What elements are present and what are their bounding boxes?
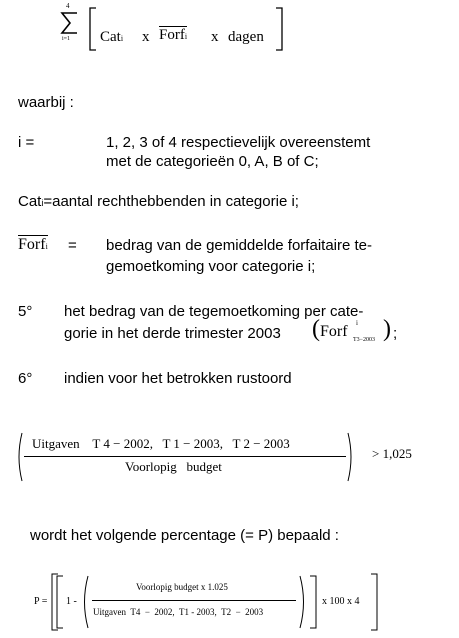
def-cat	[18, 193, 299, 210]
item-5-forf: Forf	[320, 323, 348, 340]
waarbij-label: waarbij :	[18, 94, 74, 111]
item-5-line-1: het bedrag van de tegemoetkoming per cate-	[64, 303, 364, 320]
def-forf-subscript: i	[45, 242, 48, 251]
item-5-line-2: gorie in het derde trimester 2003	[64, 325, 281, 342]
formula2-numerator: Uitgaven T 4 − 2002, T 1 − 2003, T 2 − 2003	[32, 436, 290, 451]
item-5-forf-sub: T3−2003	[353, 337, 376, 343]
def-forf-line-1: bedrag van de gemiddelde forfaitaire te-	[106, 237, 373, 254]
formula2-fraction-bar	[24, 456, 346, 457]
times-2: x	[211, 29, 219, 45]
formula3-inner-right-bracket	[309, 575, 317, 629]
formula3-p-eq: P =	[34, 596, 48, 607]
formula3-one-minus: 1 -	[66, 596, 77, 607]
def-forf-eq: =	[68, 237, 77, 254]
cat-subscript: i	[120, 34, 124, 43]
forf-text: Forf	[159, 27, 185, 43]
def-forf-text: Forf	[18, 236, 46, 253]
formula3-numerator: Voorlopig budget x 1.025	[136, 582, 228, 592]
formula3-left-paren	[81, 575, 89, 629]
item-6-number: 6°	[18, 370, 33, 387]
formula3-outer-right-bracket	[370, 573, 378, 631]
times-1: x	[142, 29, 150, 45]
item-5-open-paren: (	[312, 316, 320, 342]
formula3-inner-left-bracket	[56, 575, 64, 629]
def-forf-line-2: gemoetkoming voor categorie i;	[106, 258, 316, 275]
forf-subscript: i	[184, 32, 188, 41]
item-5-number: 5°	[18, 303, 33, 320]
item-5-forf-sup: i	[356, 319, 358, 327]
formula2-denominator: Voorlopig budget	[125, 459, 222, 474]
def-i-line-1: 1, 2, 3 of 4 respectievelijk overeenstemt	[106, 134, 371, 151]
def-forf-symbol	[18, 235, 48, 254]
sigma-symbol	[60, 12, 80, 34]
formula2-comparison: > 1,025	[372, 446, 412, 461]
formula2-right-paren	[347, 432, 355, 482]
sum-upper-limit: 4	[66, 2, 70, 10]
def-i-label: i =	[18, 134, 35, 151]
formula1-forf	[159, 26, 187, 44]
def-cat-text: =aantal rechthebbenden in categorie i;	[43, 193, 299, 210]
formula1-cat	[100, 29, 123, 46]
formula3-tail: x 100 x 4	[322, 596, 360, 607]
item-5-semicolon: ;	[393, 325, 398, 342]
formula3-fraction-bar	[92, 600, 296, 601]
right-bracket	[274, 7, 284, 51]
formula3-denominator: Uitgaven T4 − 2002, T1 - 2003, T2 − 2003	[93, 607, 264, 617]
def-cat-subscript: i	[41, 198, 44, 208]
wordt-text: wordt het volgende percentage (= P) bepaald :	[30, 527, 339, 544]
formula3-right-paren	[299, 575, 307, 629]
item-5-close-paren: )	[383, 316, 391, 342]
left-bracket	[88, 7, 98, 51]
dagen-text: dagen	[228, 29, 264, 45]
item-6-text: indien voor het betrokken rustoord	[64, 370, 292, 387]
cat-text: Cat	[100, 29, 121, 45]
sum-lower-limit: i=1	[62, 36, 71, 42]
def-i-line-2: met de categorieën 0, A, B of C;	[106, 153, 319, 170]
def-cat-symbol: Cat	[18, 193, 42, 210]
formula2-left-paren	[15, 432, 23, 482]
